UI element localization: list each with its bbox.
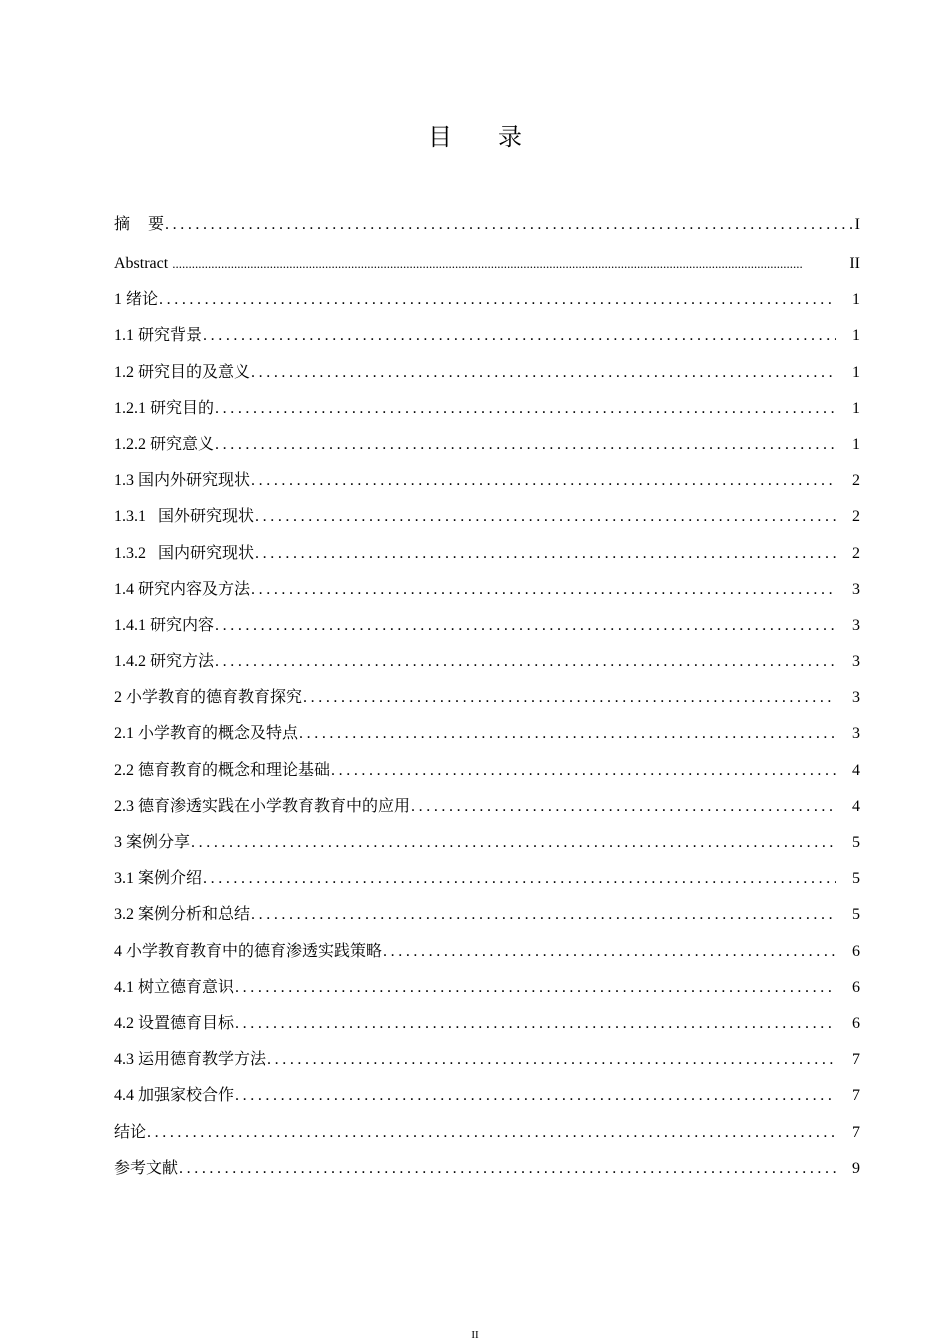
toc-leader xyxy=(267,1045,836,1075)
toc-entry-abstract-cn[interactable] xyxy=(114,210,860,249)
table-of-contents xyxy=(114,210,860,1190)
toc-entry-page: 3 xyxy=(852,725,860,743)
toc-entry[interactable] xyxy=(114,937,860,973)
toc-leader xyxy=(215,611,836,641)
toc-entry-label: 1.4 研究内容及方法 xyxy=(114,580,251,598)
toc-entry[interactable] xyxy=(114,285,860,321)
toc-entry-page: 3 xyxy=(852,616,860,634)
toc-entry-page: 6 xyxy=(852,978,860,996)
toc-entry-page: 1 xyxy=(852,291,860,309)
page-title: 目 录 xyxy=(428,125,542,151)
toc-entry-label: 2.3 德育渗透实践在小学教育教育中的应用 xyxy=(114,797,411,815)
toc-entry-page: 5 xyxy=(852,870,860,888)
toc-entry-page: 3 xyxy=(852,580,860,598)
toc-entry[interactable] xyxy=(114,1045,860,1081)
toc-entry-label: 1.1 研究背景 xyxy=(114,327,203,345)
toc-entry-label: 4.4 加强家校合作 xyxy=(114,1087,235,1105)
toc-leader xyxy=(331,756,836,786)
toc-entry[interactable] xyxy=(114,973,860,1009)
toc-leader xyxy=(411,792,836,822)
toc-entry-label: 1 绪论 xyxy=(114,291,159,309)
toc-entry[interactable] xyxy=(114,394,860,430)
toc-entry-label: 1.2 研究目的及意义 xyxy=(114,363,251,381)
toc-entry[interactable] xyxy=(114,719,860,755)
page-number: II xyxy=(471,1329,479,1341)
toc-entry-page: 5 xyxy=(852,834,860,851)
toc-leader xyxy=(235,1009,836,1039)
toc-entry-label: Abstract xyxy=(114,255,169,272)
toc-entry-label: 1.2.2 研究意义 xyxy=(114,435,215,453)
toc-leader xyxy=(203,864,836,894)
toc-entry-label: 4 小学教育教育中的德育渗透实践策略 xyxy=(114,942,383,960)
toc-entry[interactable] xyxy=(114,864,860,900)
toc-entry-page: 4 xyxy=(852,761,860,779)
toc-leader xyxy=(159,285,836,315)
toc-entry[interactable] xyxy=(114,502,860,538)
toc-entry-page: 1 xyxy=(852,435,860,453)
toc-leader xyxy=(215,647,836,677)
toc-entry[interactable] xyxy=(114,683,860,719)
toc-entry-label: 参考文献 xyxy=(114,1159,179,1177)
toc-entry[interactable] xyxy=(114,828,860,864)
toc-entry[interactable] xyxy=(114,756,860,792)
toc-entry-label: 结论 xyxy=(114,1123,147,1141)
toc-leader xyxy=(203,321,836,351)
toc-entry[interactable] xyxy=(114,792,860,828)
toc-entry-page: 3 xyxy=(852,689,860,707)
toc-leader xyxy=(235,973,836,1003)
toc-entry[interactable] xyxy=(114,430,860,466)
toc-entry-page: 2 xyxy=(852,472,860,490)
toc-leader xyxy=(251,900,836,930)
toc-leader xyxy=(172,249,849,279)
toc-entry-page: 5 xyxy=(852,906,860,924)
toc-entry-page: 1 xyxy=(852,399,860,417)
toc-leader xyxy=(147,1118,836,1148)
toc-entry-page: 7 xyxy=(852,1051,860,1069)
toc-entry-label: 1.4.2 研究方法 xyxy=(114,653,215,671)
toc-entry-label: 3 案例分享 xyxy=(114,834,191,851)
toc-entry-label: 2 小学教育的德育教育探究 xyxy=(114,689,303,707)
toc-entry-page: 1 xyxy=(852,363,860,381)
toc-leader xyxy=(255,502,836,532)
toc-entry-page: 1 xyxy=(852,327,860,345)
toc-leader xyxy=(165,210,855,240)
toc-entry[interactable] xyxy=(114,575,860,611)
toc-entry[interactable] xyxy=(114,900,860,936)
toc-entry-label: 2.1 小学教育的概念及特点 xyxy=(114,725,299,743)
toc-entry[interactable] xyxy=(114,1009,860,1045)
toc-entry-label: 2.2 德育教育的概念和理论基础 xyxy=(114,761,331,779)
toc-leader xyxy=(251,466,836,496)
toc-entry-page: II xyxy=(849,255,860,272)
toc-leader xyxy=(299,719,836,749)
toc-leader xyxy=(255,539,836,569)
toc-entry-label: 摘 要 xyxy=(114,216,165,233)
toc-entry-label: 4.1 树立德育意识 xyxy=(114,978,235,996)
toc-entry[interactable] xyxy=(114,539,860,575)
toc-entry[interactable] xyxy=(114,358,860,394)
toc-entry-abstract-en[interactable] xyxy=(114,249,860,285)
toc-entry-label: 3.1 案例介绍 xyxy=(114,870,203,888)
toc-entry-label: 1.3 国内外研究现状 xyxy=(114,472,251,490)
toc-entry-label: 4.3 运用德育教学方法 xyxy=(114,1051,267,1069)
toc-entry-label: 1.4.1 研究内容 xyxy=(114,616,215,634)
toc-entry[interactable] xyxy=(114,611,860,647)
toc-leader xyxy=(191,828,836,858)
toc-entry-page: 9 xyxy=(852,1159,860,1177)
toc-leader xyxy=(235,1081,836,1111)
toc-entry-label: 1.3.2 国内研究现状 xyxy=(114,544,255,562)
toc-entry-page: 4 xyxy=(852,797,860,815)
toc-entry-page: 2 xyxy=(852,544,860,562)
toc-leader xyxy=(215,430,836,460)
toc-entry[interactable] xyxy=(114,1081,860,1117)
toc-leader xyxy=(303,683,836,713)
toc-entry-label: 3.2 案例分析和总结 xyxy=(114,906,251,924)
toc-leader xyxy=(251,358,836,388)
toc-entry-label: 1.3.1 国外研究现状 xyxy=(114,508,255,526)
toc-entry-label: 1.2.1 研究目的 xyxy=(114,399,215,417)
toc-leader xyxy=(383,937,836,967)
toc-entry[interactable] xyxy=(114,1154,860,1190)
toc-entry-page: 6 xyxy=(852,942,860,960)
toc-entry-page: 7 xyxy=(852,1123,860,1141)
toc-leader xyxy=(179,1154,836,1184)
toc-entry-page: 6 xyxy=(852,1014,860,1032)
toc-leader xyxy=(251,575,836,605)
toc-entry[interactable] xyxy=(114,466,860,502)
toc-entry-page: 3 xyxy=(852,653,860,671)
toc-entry[interactable] xyxy=(114,647,860,683)
toc-entry[interactable] xyxy=(114,1118,860,1154)
toc-entry-page: 7 xyxy=(852,1087,860,1105)
toc-entry-page: I xyxy=(854,216,860,233)
toc-entry-page: 2 xyxy=(852,508,860,526)
toc-entry-label: 4.2 设置德育目标 xyxy=(114,1014,235,1032)
toc-entry[interactable] xyxy=(114,321,860,357)
toc-leader xyxy=(215,394,836,424)
